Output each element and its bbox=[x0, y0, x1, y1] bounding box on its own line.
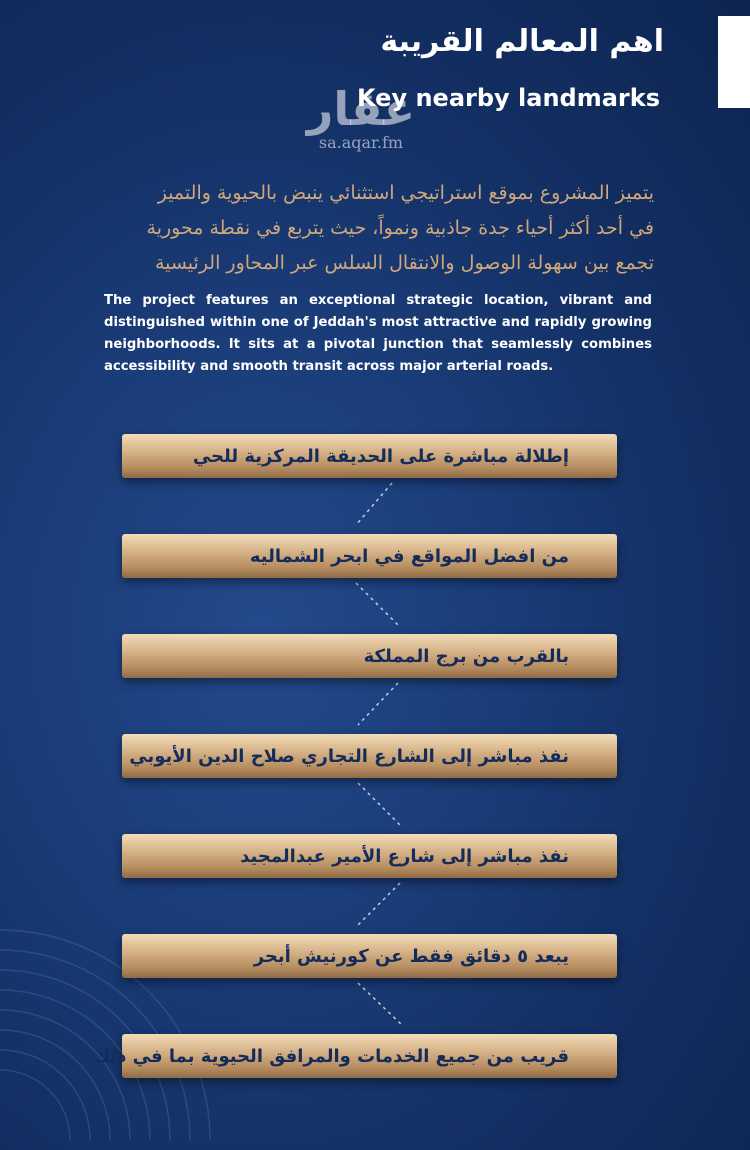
landmark-item bbox=[122, 534, 617, 578]
watermark bbox=[296, 82, 426, 152]
watermark-url: sa.aqar.fm bbox=[318, 133, 404, 152]
description-arabic-line: في أحد أكثر أحياء جدة جاذبية ونمواً، حيث يتربع في نقطة محورية bbox=[146, 217, 654, 239]
landmark-label: نفذ مباشر إلى شارع الأمير عبدالمجيد bbox=[240, 845, 569, 867]
landmark-label: بالقرب من برج المملكة bbox=[363, 645, 569, 667]
landmark-label: نفذ مباشر إلى الشارع التجاري صلاح الدين الأيوبي bbox=[129, 745, 569, 767]
landmark-label: قريب من جميع الخدمات والمرافق الحيوية بما في ذلك bbox=[93, 1045, 569, 1067]
description-english: The project features an exceptional strategic location, vibrant and distinguished within one of Jeddah's most attractive and rapidly growing neighborhoods. It sits at a pivotal junction that seamlessly combines accessibility and smooth transit across major arterial roads. bbox=[104, 293, 652, 374]
landmark-label: يبعد ٥ دقائق فقط عن كورنيش أبحر bbox=[253, 945, 569, 967]
landmark-item bbox=[93, 1034, 617, 1078]
landmark-item bbox=[122, 934, 617, 978]
landmark-label: من افضل المواقع في ابحر الشماليه bbox=[249, 545, 569, 567]
landmark-item bbox=[122, 434, 617, 478]
landmark-item bbox=[122, 734, 617, 778]
watermark-logo: عقار bbox=[306, 82, 416, 136]
landmark-item bbox=[122, 834, 617, 878]
description-arabic bbox=[94, 176, 654, 281]
landmark-label: إطلالة مباشرة على الحديقة المركزية للحي bbox=[192, 445, 569, 467]
description-arabic-line: تجمع بين سهولة الوصول والانتقال السلس عبر المحاور الرئيسية bbox=[154, 252, 654, 274]
description-arabic-line: يتميز المشروع بموقع استراتيجي استثنائي ينبض بالحيوية والتميز bbox=[157, 182, 654, 204]
landmark-item bbox=[122, 634, 617, 678]
page-title-arabic: اهم المعالم القريبة bbox=[380, 24, 664, 59]
page-title-english: Key nearby landmarks bbox=[357, 84, 660, 112]
white-edge-tab bbox=[718, 16, 750, 108]
